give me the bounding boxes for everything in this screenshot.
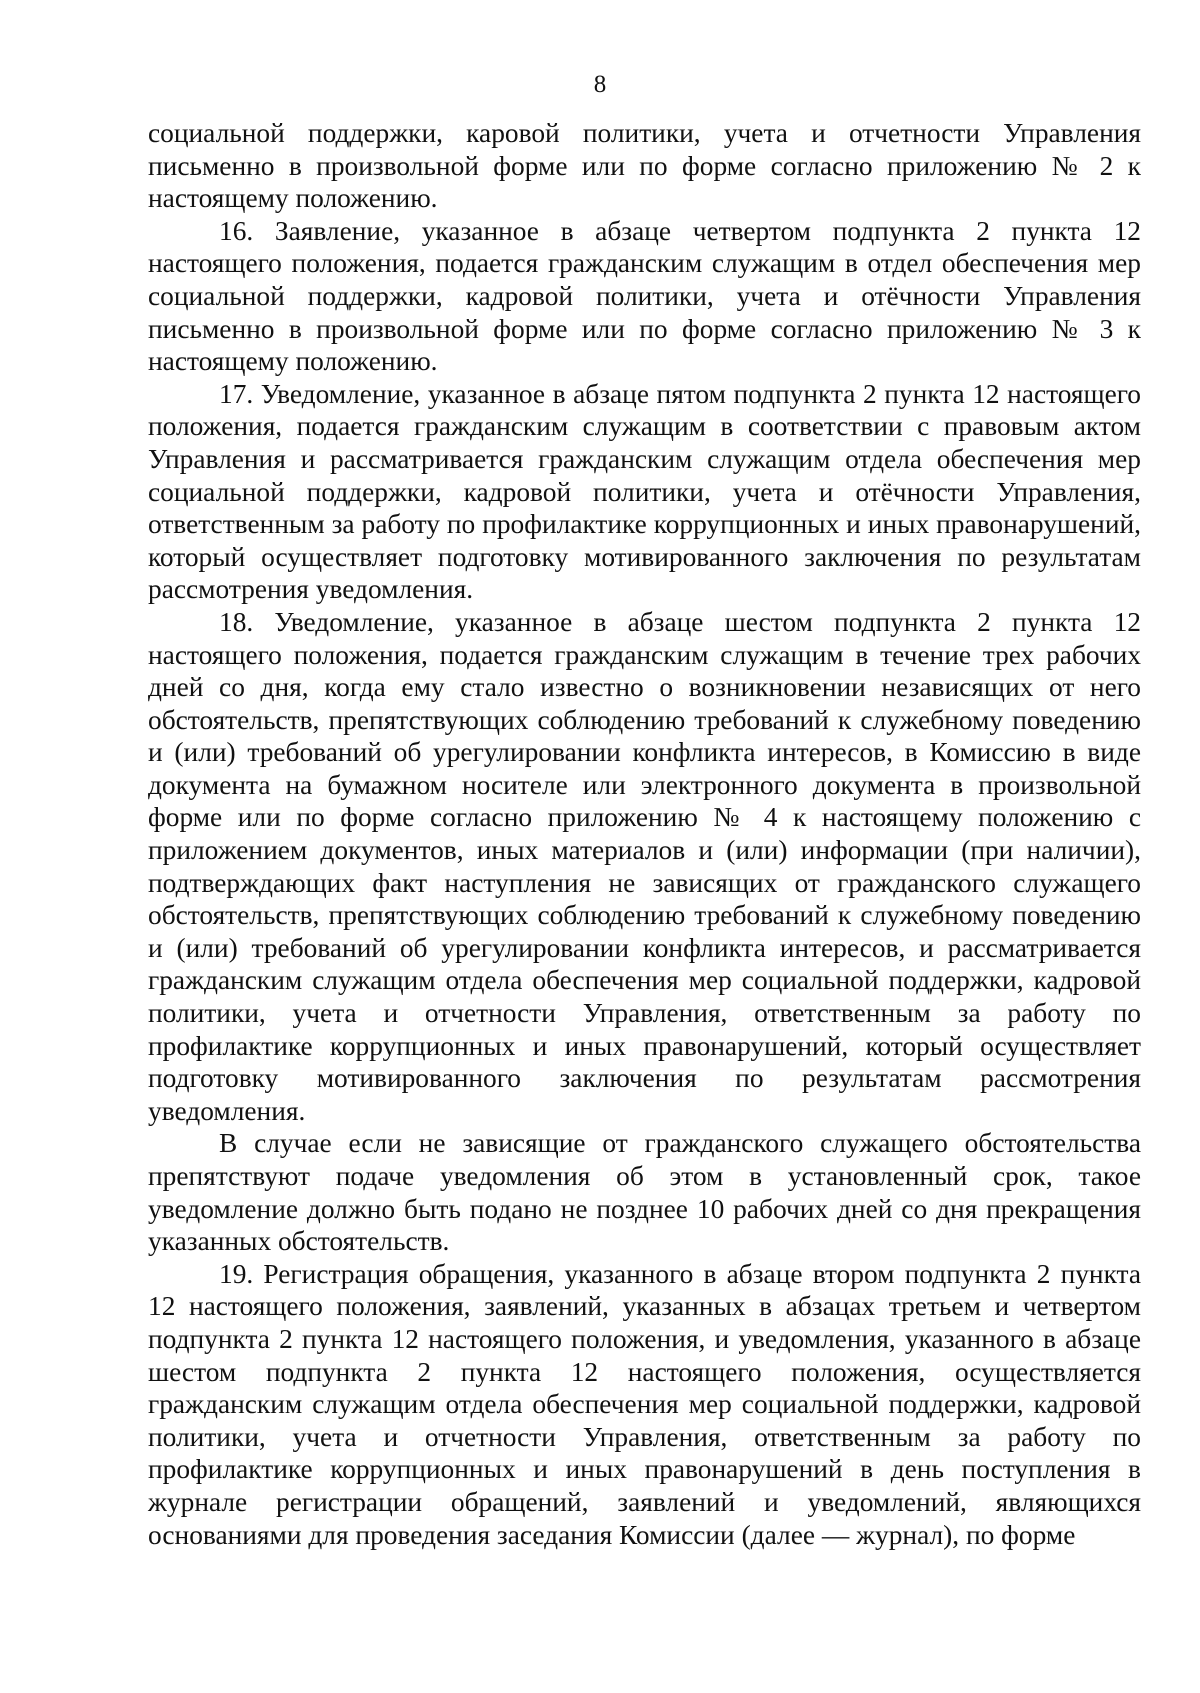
paragraph-item-17: 17. Уведомление, указанное в абзаце пятом подпункта 2 пункта 12 настоящего положения, подается гражданским служащим в соответствии с правовым актом Управления и рассматривается гражданским служащим отдела обеспечения мер социальной поддержки, кадровой политики, учета и отёчности Управления, ответственным за работу по профилактике коррупционных и иных правонарушений, который осуществляет подготовку мотивированного заключения по результатам рассмотрения уведомления. bbox=[148, 378, 1141, 605]
paragraph-item-16: 16. Заявление, указанное в абзаце четвертом подпункта 2 пункта 12 настоящего положения, подается гражданским служащим в отдел обеспечения мер социальной поддержки, кадровой политики, учета и отёчности Управления письменно в произвольной форме или по форме согласно приложению № 3 к настоящему положению. bbox=[148, 215, 1141, 377]
paragraph-item-19: 19. Регистрация обращения, указанного в абзаце втором подпункта 2 пункта 12 настоящего положения, заявлений, указанных в абзацах третьем и четвертом подпункта 2 пункта 12 настоящего положения, и уведомления, указанного в абзаце шестом подпункта 2 пункта 12 настоящего положения, осуществляется гражданским служащим отдела обеспечения мер социальной поддержки, кадровой политики, учета и отчетности Управления, ответственным за работу по профилактике коррупционных и иных правонарушений в день поступления в журнале регистрации обращений, заявлений и уведомлений, являющихся основаниями для проведения заседания Комиссии (далее — журнал), по форме bbox=[148, 1258, 1141, 1550]
page-number: 8 bbox=[593, 71, 607, 98]
paragraph-continuation: социальной поддержки, каровой политики, учета и отчетности Управления письменно в произвольной форме или по форме согласно приложению № 2 к настоящему положению. bbox=[148, 118, 1141, 214]
paragraph-item-18-note: В случае если не зависящие от гражданского служащего обстоятельства препятствуют подаче уведомления об этом в установленный срок, такое уведомление должно быть подано не позднее 10 рабочих дней со дня прекращения указанных обстоятельств. bbox=[148, 1128, 1141, 1257]
paragraph-item-18: 18. Уведомление, указанное в абзаце шестом подпункта 2 пункта 12 настоящего положения, подается гражданским служащим в течение трех рабочих дней со дня, когда ему стало известно о возникновении независящих от него обстоятельств, препятствующих соблюдению требований к служебному поведению и (или) требований об урегулировании конфликта интересов, в Комиссию в виде документа на бумажном носителе или электронного документа в произвольной форме или по форме согласно приложению № 4 к настоящему положению с приложением документов, иных материалов и (или) информации (при наличии), подтверждающих факт наступления не зависящих от гражданского служащего обстоятельств, препятствующих соблюдению требований к служебному поведению и (или) требований об урегулировании конфликта интересов, и рассматривается гражданским служащим отдела обеспечения мер социальной поддержки, кадровой политики, учета и отчетности Управления, ответственным за работу по профилактике коррупционных и иных правонарушений, который осуществляет подготовку мотивированного заключения по результатам рассмотрения уведомления. bbox=[148, 606, 1141, 1126]
document-body bbox=[148, 117, 1141, 1551]
